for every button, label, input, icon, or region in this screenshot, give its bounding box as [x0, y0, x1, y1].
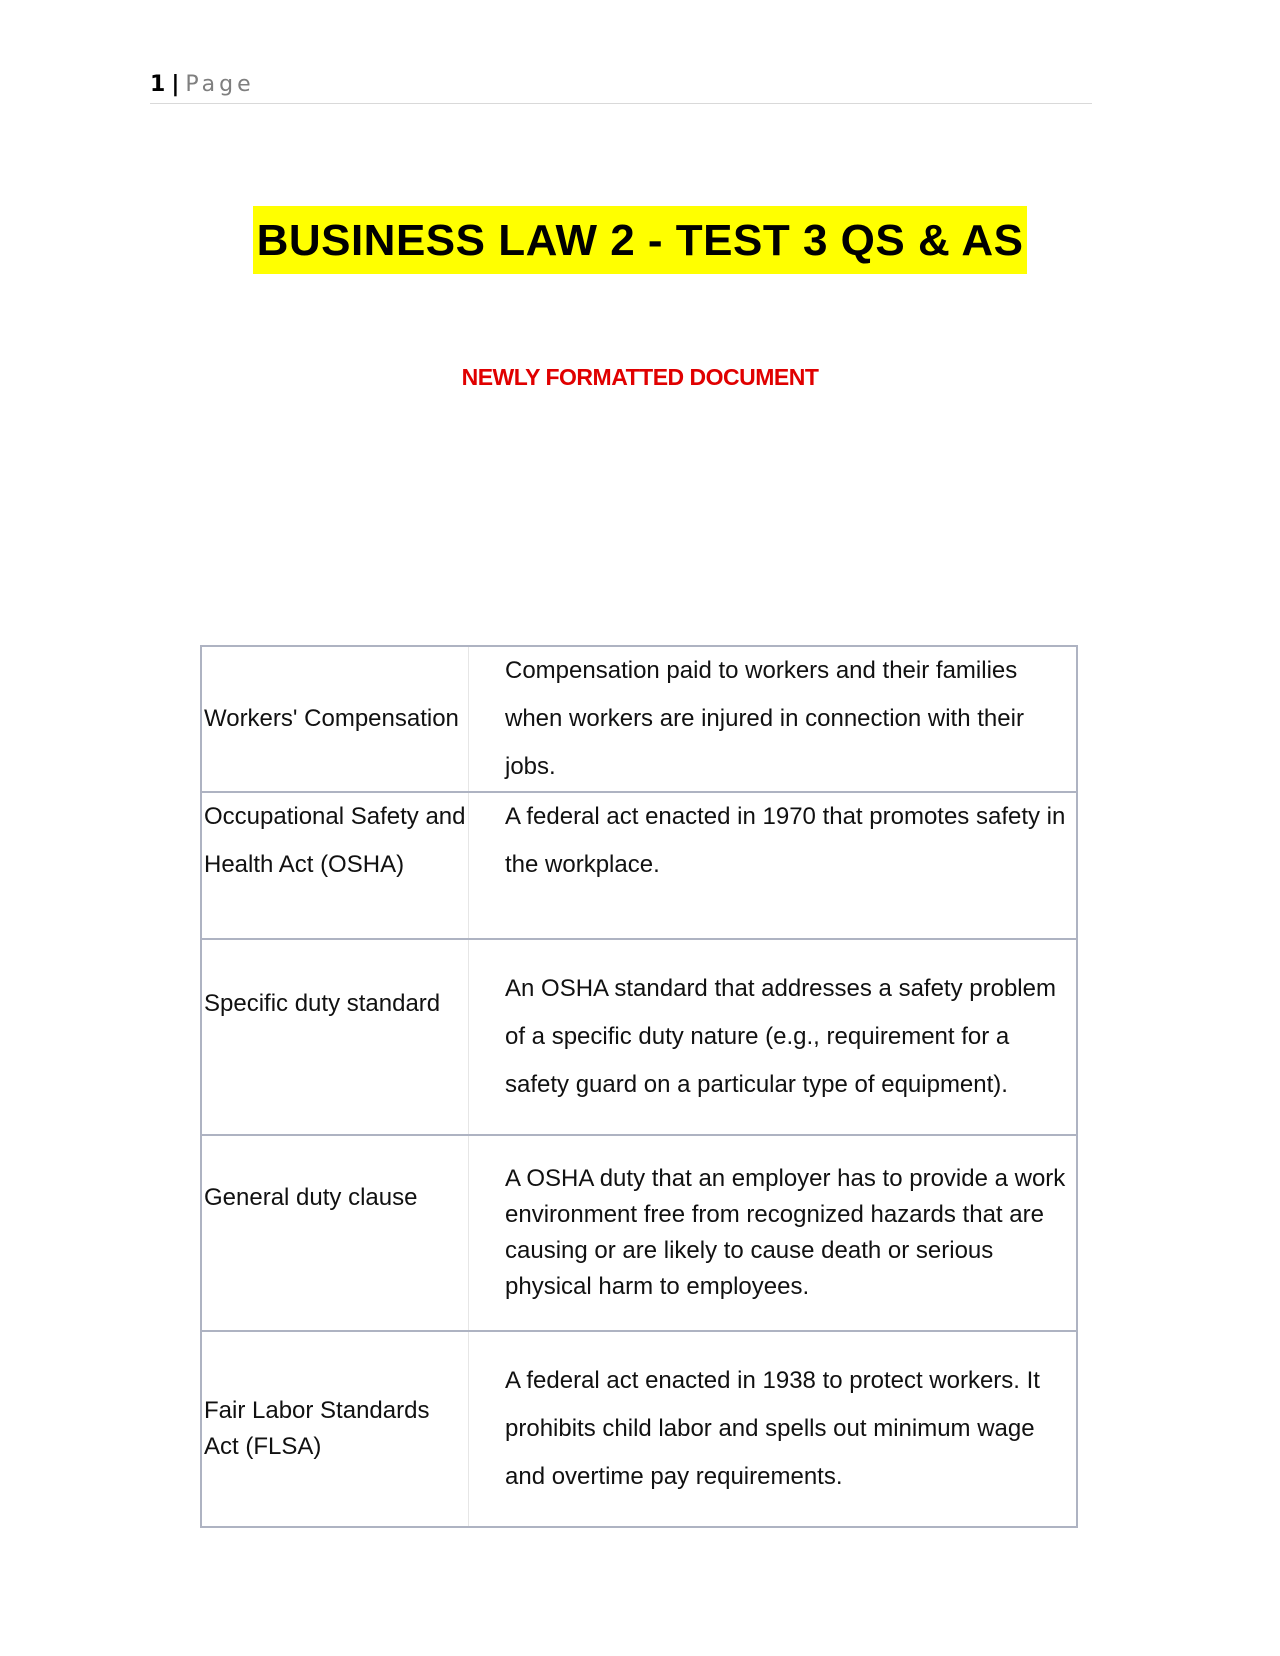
term-cell: Specific duty standard [201, 939, 469, 1135]
definition-cell: An OSHA standard that addresses a safety problem of a specific duty nature (e.g., requirement for a safety guard on a particular type of equipment). [469, 939, 1078, 1135]
definitions-table [200, 645, 1078, 1528]
definition-cell: Compensation paid to workers and their families when workers are injured in connection with their jobs. [469, 646, 1078, 792]
table-row [201, 1331, 1077, 1527]
page-label: Page [185, 72, 255, 97]
definition-cell: A OSHA duty that an employer has to provide a work environment free from recognized hazards that are causing or are likely to cause death or serious physical harm to employees. [469, 1135, 1078, 1331]
table-row [201, 646, 1077, 792]
document-subtitle: NEWLY FORMATTED DOCUMENT [461, 364, 819, 390]
title-wrapper [0, 206, 1280, 274]
table-row [201, 939, 1077, 1135]
definition-cell: A federal act enacted in 1938 to protect workers. It prohibits child labor and spells out minimum wage and overtime pay requirements. [469, 1331, 1078, 1527]
page-number: 1 [150, 72, 166, 97]
term-cell: General duty clause [201, 1135, 469, 1331]
term-cell: Fair Labor Standards Act (FLSA) [201, 1331, 469, 1527]
table-row [201, 1135, 1077, 1331]
table-row [201, 792, 1077, 939]
page-header [150, 72, 1092, 104]
page-separator: | [171, 72, 180, 97]
document-title: BUSINESS LAW 2 - TEST 3 QS & AS [253, 206, 1028, 274]
term-cell: Workers' Compensation [201, 646, 469, 792]
term-cell: Occupational Safety and Health Act (OSHA) [201, 792, 469, 939]
definition-cell: A federal act enacted in 1970 that promotes safety in the workplace. [469, 792, 1078, 939]
